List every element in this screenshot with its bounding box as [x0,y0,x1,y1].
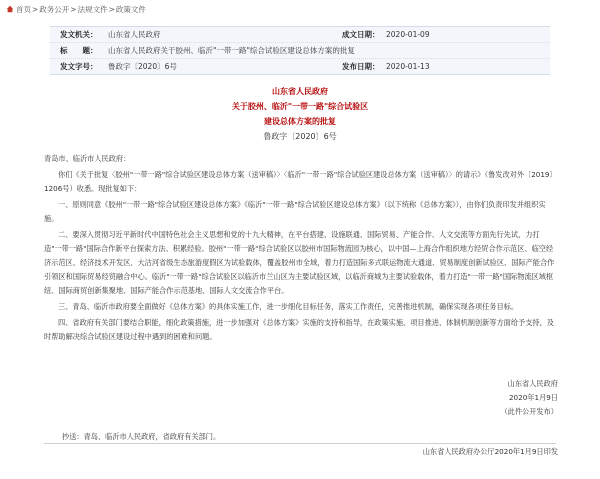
title-label: 标 题： [60,46,98,55]
paragraph-4: 三、青岛、临沂市政府要全面做好《总体方案》的具体实施工作，进一步细化目标任务，落实工作责任，完善推进机制，确保实现各项任务目标。 [58,302,519,311]
publish-value: 2020-01-13 [386,62,430,71]
paragraph-5: 四、省政府有关部门要结合职能，细化政策措施，进一步加强对《总体方案》实施的支持和指导，在政策实施、项目推进、体制机制创新等方面给予支持，及时帮助解决综合试验区建设过程中遇到的困难和问题。 [44,318,554,341]
addressee: 青岛市、临沂市人民政府： [44,154,131,163]
date-label: 成文日期： [342,30,380,39]
home-icon [6,5,14,13]
breadcrumb-separator: > [32,5,39,14]
breadcrumb-home[interactable]: 首页 [16,5,31,14]
docno-value: 鲁政字〔2020〕6号 [108,62,177,71]
footer-issued: 山东省人民政府办公厅2020年1月9日印发 [422,447,558,456]
breadcrumb-separator: > [108,5,115,14]
meta-row-title [50,43,550,59]
breadcrumb [6,3,146,17]
publish-label: 发布日期： [342,62,380,71]
signature-block [438,377,558,419]
signature-org: 山东省人民政府 [507,379,558,388]
document-title [0,84,600,144]
breadcrumb-gov-affairs[interactable]: 政务公开 [39,5,70,14]
issuer-label: 发文机关： [60,30,98,39]
signature-note: （此件公开发布） [500,407,558,416]
title-line-3: 建设总体方案的批复 [264,117,336,126]
title-docno: 鲁政字〔2020〕6号 [263,132,337,141]
breadcrumb-separator: > [70,5,77,14]
document-metadata-table [50,26,550,75]
meta-row-issuer [50,27,550,43]
docno-label: 发文字号： [60,62,98,71]
meta-row-docno [50,59,550,74]
breadcrumb-policy-docs[interactable]: 政策文件 [115,5,146,14]
footer-divider [44,443,556,444]
paragraph-3: 二、要深入贯彻习近平新时代中国特色社会主义思想和党的十九大精神，在平台搭建、设施联通、国际贸易、产能合作、人文交流等方面先行先试，力打造"一带一路"国际合作新平台探索方法、积累经验。胶州"一带一路"综合试验区以胶州市国际物流园为核心，以中国—上海合作组织地方经贸合作示范区、临空经济示范区、经济技术开发区、大沽河省级生态旅游度假区为试验载体，覆盖胶州市全域，着力打造国际多式联运物流大通道、贸易制度创新试验区、国际产能合作引领区和国际贸易经贸融合中心。临沂"一带一路"综合试验区以临沂市兰山区为主要试验区域，以临沂商城为主要试验载体，着力打造"一带一路"国际物流区域枢纽、国际商贸创新集聚地、国际产能合作示范基地、国际人文交流合作平台。 [44,230,555,295]
paragraph-1: 你们《关于批复〈胶州"一带一路"综合试验区建设总体方案（送审稿）〉〈临沂"一带一路"综合试验区建设总体方案（送审稿）〉的请示》（鲁发改对外〔2019〕1206号）收悉。现批复如下： [44,170,554,193]
breadcrumb-regulations[interactable]: 法规文件 [77,5,108,14]
paragraph-2: 一、原则同意《胶州"一带一路"综合试验区建设总体方案》《临沂"一带一路"综合试验区建设总体方案》（以下统称《总体方案》），由你们负责印发并组织实施。 [44,200,546,223]
document-body [44,152,556,346]
signature-date: 2020年1月9日 [508,393,558,402]
cc-line: 抄送：青岛、临沂市人民政府，省政府有关部门。 [62,432,221,441]
issuer-value: 山东省人民政府 [108,30,161,39]
title-line-2: 关于胶州、临沂"一带一路"综合试验区 [231,102,369,111]
date-value: 2020-01-09 [386,30,430,39]
title-value: 山东省人民政府关于胶州、临沂"一带一路"综合试验区建设总体方案的批复 [108,46,355,55]
title-line-1: 山东省人民政府 [272,87,328,96]
